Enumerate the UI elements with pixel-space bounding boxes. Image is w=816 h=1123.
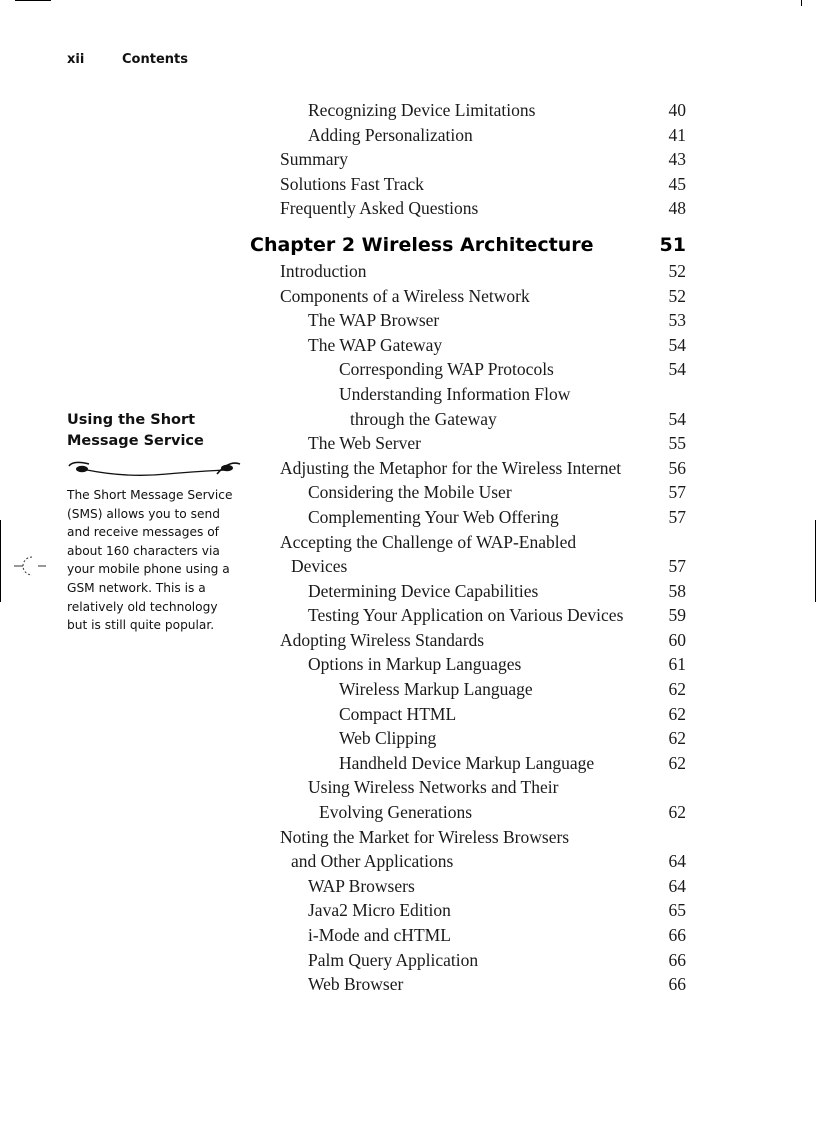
toc-entry-page: 57 <box>668 556 686 577</box>
toc-entry-title: Java2 Micro Edition <box>308 900 451 921</box>
toc-entry-title: The WAP Browser <box>308 310 440 331</box>
toc-entry-title: Considering the Mobile User <box>308 482 512 503</box>
sidebar-note <box>67 410 242 635</box>
toc-entry[interactable] <box>250 702 690 727</box>
sidebar-line: (SMS) allows you to send <box>67 506 220 521</box>
toc-entry-title: WAP Browsers <box>308 875 415 896</box>
toc-entry[interactable] <box>250 751 690 776</box>
toc-entry[interactable] <box>250 456 690 481</box>
toc-entry[interactable] <box>250 284 690 309</box>
toc-entry[interactable] <box>250 898 690 923</box>
toc-entry-title: Palm Query Application <box>308 949 479 970</box>
running-header <box>67 52 188 67</box>
toc-entry[interactable] <box>250 677 690 702</box>
toc-entry-title: Frequently Asked Questions <box>280 198 479 219</box>
toc-entry-title: Devices <box>291 556 348 577</box>
toc-entry[interactable] <box>250 972 690 997</box>
toc-entry-title: Adopting Wireless Standards <box>280 629 485 650</box>
sidebar-line: but is still quite popular. <box>67 618 215 633</box>
toc-entry-page: 65 <box>668 900 686 921</box>
toc-entry-continued[interactable] <box>250 800 690 825</box>
toc-entry-title: i-Mode and cHTML <box>308 925 451 945</box>
toc-entry-page: 62 <box>668 802 686 823</box>
toc-entry-title: Corresponding WAP Protocols <box>339 359 554 380</box>
toc-entry-page: 61 <box>668 654 686 675</box>
toc-entry-page: 41 <box>668 124 686 145</box>
toc-entry-title: Determining Device Capabilities <box>308 580 539 601</box>
crop-mark-top-left <box>15 0 51 1</box>
toc-entry[interactable] <box>250 431 690 456</box>
toc-entry[interactable] <box>250 825 690 850</box>
toc-entry-page: 40 <box>668 100 686 120</box>
toc-entry[interactable] <box>250 98 690 123</box>
toc-entry[interactable] <box>250 382 690 407</box>
tips-divider-icon <box>67 458 242 480</box>
toc-entry[interactable] <box>250 505 690 530</box>
sidebar-line: about 160 characters via <box>67 543 220 558</box>
toc-entry-title: Complementing Your Web Offering <box>308 506 559 527</box>
toc-entry[interactable] <box>250 172 690 197</box>
toc-entry[interactable] <box>250 726 690 751</box>
toc-entry-title: Evolving Generations <box>319 802 473 823</box>
sidebar-title-line: Using the Short <box>67 412 196 428</box>
toc-entry[interactable] <box>250 948 690 973</box>
toc-entry-title: Options in Markup Languages <box>308 654 522 675</box>
chapter-title: Chapter 2 Wireless Architecture <box>250 233 594 256</box>
sidebar-line: The Short Message Service <box>67 488 233 502</box>
toc-entry-title: Adjusting the Metaphor for the Wireless Internet <box>280 457 622 478</box>
toc-entry-page: 52 <box>668 260 686 281</box>
page-number: xii <box>67 52 85 67</box>
toc-entry-page: 64 <box>668 875 686 896</box>
section-title: Contents <box>122 52 188 67</box>
toc-entry-page: 57 <box>668 506 686 527</box>
toc-entry-page: 58 <box>668 580 686 601</box>
toc-entry-title: Adding Personalization <box>308 124 473 145</box>
toc-entry-page: 62 <box>668 728 686 749</box>
toc-entry-page: 62 <box>668 679 686 700</box>
toc-entry-title: Wireless Markup Language <box>339 679 533 700</box>
toc-entry-continued[interactable] <box>250 554 690 579</box>
sidebar-line: GSM network. This is a <box>67 580 206 595</box>
chapter-page: 51 <box>659 233 686 256</box>
table-of-contents <box>250 98 690 997</box>
toc-entry-page: 66 <box>668 925 686 945</box>
toc-entry[interactable] <box>250 259 690 284</box>
toc-entry-page: 59 <box>668 605 686 626</box>
toc-entry[interactable] <box>250 923 690 948</box>
toc-entry-title: Recognizing Device Limitations <box>308 100 536 120</box>
toc-entry-title: Solutions Fast Track <box>280 173 424 194</box>
toc-entry-title: The Web Server <box>308 433 421 454</box>
sidebar-body <box>67 486 242 635</box>
toc-entry[interactable] <box>250 775 690 800</box>
toc-entry-page: 64 <box>668 851 686 872</box>
toc-entry-title: Testing Your Application on Various Devices <box>308 605 624 626</box>
toc-entry[interactable] <box>250 628 690 653</box>
toc-entry-title: Components of a Wireless Network <box>280 285 530 306</box>
toc-entry-title: Noting the Market for Wireless Browsers <box>280 826 570 847</box>
toc-entry-title: Web Browser <box>308 974 404 995</box>
toc-entry[interactable] <box>250 308 690 333</box>
toc-entry-page: 52 <box>668 285 686 306</box>
toc-entry-title: Handheld Device Markup Language <box>339 752 595 773</box>
toc-entry-page: 48 <box>668 198 686 219</box>
sidebar-line: your mobile phone using a <box>67 562 230 577</box>
toc-entry-title: Summary <box>280 149 349 170</box>
toc-entry-page: 53 <box>668 310 686 331</box>
toc-entry[interactable] <box>250 579 690 604</box>
crop-mark-left <box>0 520 1 602</box>
toc-entry[interactable] <box>250 333 690 358</box>
toc-entry-title: through the Gateway <box>350 408 497 429</box>
toc-entry-page: 66 <box>668 949 686 970</box>
toc-entry-title: Using Wireless Networks and Their <box>308 777 559 798</box>
toc-entry-continued[interactable] <box>250 849 690 874</box>
toc-entry-page: 57 <box>668 482 686 503</box>
sidebar-line: relatively old technology <box>67 599 218 614</box>
toc-entry-page: 56 <box>668 457 686 478</box>
toc-entry[interactable] <box>250 147 690 172</box>
chapter-heading[interactable] <box>250 231 690 259</box>
toc-entry-page: 62 <box>668 752 686 773</box>
sidebar-line: and receive messages of <box>67 525 219 540</box>
crop-mark-top-right <box>801 0 802 6</box>
toc-entry-page: 45 <box>668 173 686 194</box>
registration-mark-icon <box>14 553 48 583</box>
toc-entry-page: 66 <box>668 974 686 995</box>
toc-entry[interactable] <box>250 603 690 628</box>
toc-entry-page: 60 <box>668 629 686 650</box>
sidebar-title-line: Message Service <box>67 433 204 449</box>
sidebar-title <box>67 410 242 452</box>
toc-entry[interactable] <box>250 530 690 555</box>
toc-entry-page: 54 <box>668 334 686 355</box>
toc-entry-title: Accepting the Challenge of WAP-Enabled <box>280 531 577 552</box>
toc-entry-page: 54 <box>668 359 686 380</box>
toc-entry-title: and Other Applications <box>291 851 454 872</box>
toc-entry[interactable] <box>250 874 690 899</box>
toc-entry[interactable] <box>250 652 690 677</box>
toc-entry[interactable] <box>250 196 690 221</box>
toc-entry-title: Understanding Information Flow <box>339 383 571 404</box>
toc-entry[interactable] <box>250 480 690 505</box>
toc-entry-title: Web Clipping <box>339 728 437 749</box>
toc-entry-continued[interactable] <box>250 407 690 432</box>
toc-entry-title: Introduction <box>280 260 367 281</box>
toc-entry-page: 62 <box>668 703 686 724</box>
toc-entry-page: 54 <box>668 408 686 429</box>
toc-entry[interactable] <box>250 357 690 382</box>
toc-entry[interactable] <box>250 123 690 148</box>
toc-entry-page: 55 <box>668 433 686 454</box>
toc-entry-title: Compact HTML <box>339 703 457 724</box>
toc-entry-title: The WAP Gateway <box>308 334 443 355</box>
toc-entry-page: 43 <box>668 149 686 170</box>
